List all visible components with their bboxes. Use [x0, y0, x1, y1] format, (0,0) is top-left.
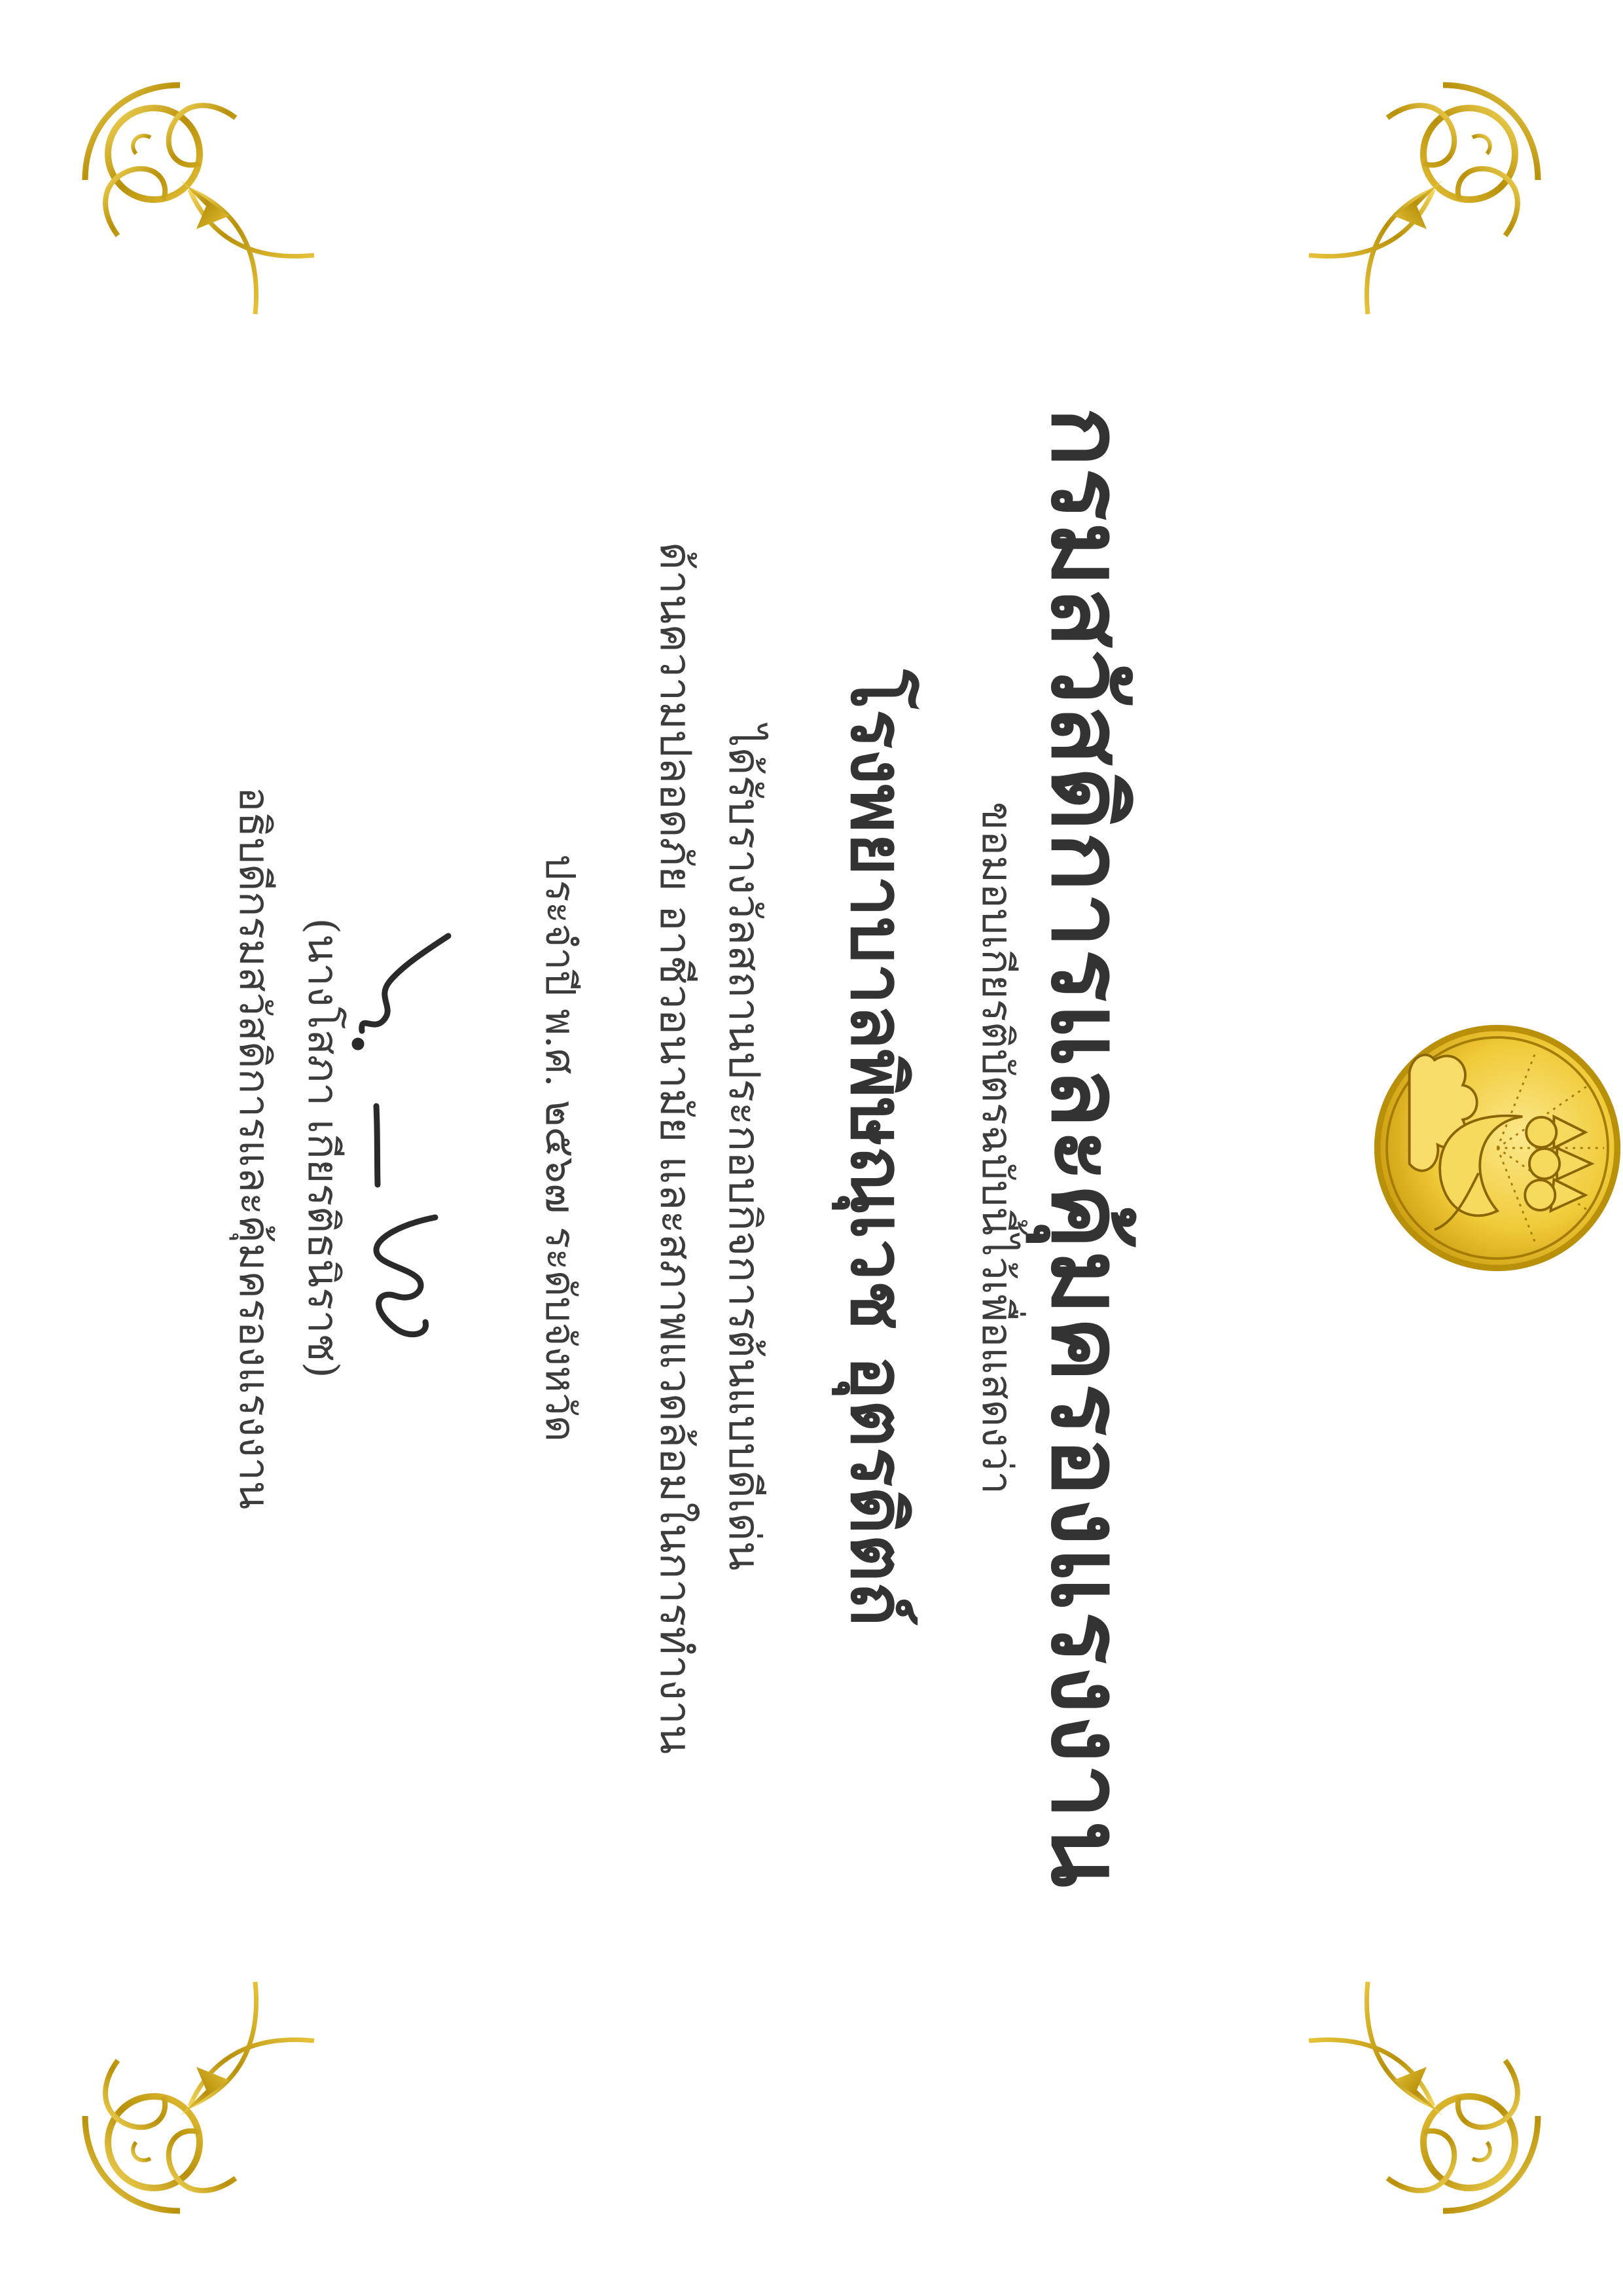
award-line-2: ด้านความปลอดภัย อาชีวอนามัย และสภาพแวดล้อมในการทำงาน: [651, 542, 701, 1754]
signer-title: อธิบดีกรมสวัสดิการและคุ้มครองแรงงาน: [230, 786, 278, 1510]
intro-text: ขอมอบเกียรติบัตรฉบับนี้ไว้เพื่อแสดงว่า: [972, 801, 1021, 1495]
handwritten-signature: [350, 910, 474, 1381]
award-year-level: ประจำปี พ.ศ. ๒๕๖๗ ระดับจังหวัด: [537, 854, 584, 1442]
organization-title: กรมสวัสดิการและคุ้มครองแรงงาน: [1029, 407, 1145, 1889]
award-line-1: ได้รับรางวัลสถานประกอบกิจการต้นแบบดีเด่น: [719, 725, 770, 1571]
ornamental-corner-icon: [1309, 85, 1538, 314]
government-seal-icon: [1372, 1022, 1623, 1274]
ornamental-corner-icon: [1309, 1982, 1538, 2211]
signer-name: (นางโสภา เกียรติธนิราช): [298, 918, 347, 1378]
recipient-name: โรงพยาบาลพิษณุเวช อุตรดิตถ์: [834, 670, 920, 1626]
